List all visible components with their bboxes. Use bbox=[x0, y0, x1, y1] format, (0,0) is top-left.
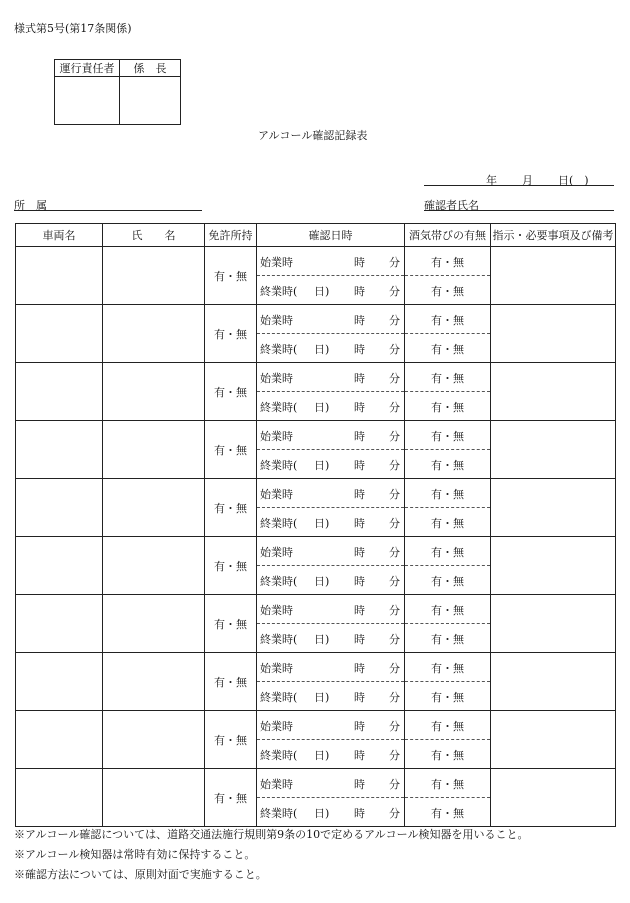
checker-name-field[interactable] bbox=[424, 197, 614, 211]
end-minute-label: 分 bbox=[389, 807, 400, 820]
start-minute-label: 分 bbox=[389, 314, 400, 327]
alcohol-end-cell[interactable] bbox=[405, 508, 491, 537]
date-field[interactable] bbox=[424, 172, 614, 186]
alcohol-start-cell[interactable] bbox=[405, 479, 491, 508]
approval-stamp-box bbox=[54, 59, 181, 125]
alcohol-end-option: 有・無 bbox=[431, 401, 464, 414]
vehicle-cell[interactable] bbox=[16, 247, 103, 305]
start-time-cell[interactable] bbox=[257, 711, 405, 740]
start-minute-label: 分 bbox=[389, 778, 400, 791]
start-label: 始業時 bbox=[260, 720, 293, 733]
start-hour-label: 時 bbox=[354, 778, 365, 791]
end-minute-label: 分 bbox=[389, 575, 400, 588]
vehicle-cell[interactable] bbox=[16, 305, 103, 363]
name-cell[interactable] bbox=[103, 537, 205, 595]
year-label: 年 bbox=[486, 174, 497, 187]
start-hour-label: 時 bbox=[354, 314, 365, 327]
affiliation-field[interactable] bbox=[14, 197, 202, 211]
start-minute-label: 分 bbox=[389, 546, 400, 559]
end-day-label: 日) bbox=[314, 749, 330, 762]
license-option: 有・無 bbox=[214, 675, 247, 689]
name-cell[interactable] bbox=[103, 363, 205, 421]
alcohol-end-cell[interactable] bbox=[405, 798, 491, 827]
start-hour-label: 時 bbox=[354, 662, 365, 675]
alcohol-start-option: 有・無 bbox=[431, 546, 464, 559]
alcohol-start-option: 有・無 bbox=[431, 256, 464, 269]
start-label: 始業時 bbox=[260, 314, 293, 327]
record-row-start bbox=[16, 363, 616, 392]
start-label: 始業時 bbox=[260, 488, 293, 501]
end-day-label: 日) bbox=[314, 517, 330, 530]
alcohol-start-cell[interactable] bbox=[405, 305, 491, 334]
vehicle-cell[interactable] bbox=[16, 479, 103, 537]
end-day-label: 日) bbox=[314, 343, 330, 356]
record-row-start bbox=[16, 537, 616, 566]
start-time-cell[interactable] bbox=[257, 653, 405, 682]
start-minute-label: 分 bbox=[389, 662, 400, 675]
end-time-cell[interactable] bbox=[257, 276, 405, 305]
alcohol-end-cell[interactable] bbox=[405, 276, 491, 305]
remarks-cell[interactable] bbox=[491, 363, 616, 421]
end-time-cell[interactable] bbox=[257, 682, 405, 711]
start-time-cell[interactable] bbox=[257, 247, 405, 276]
alcohol-start-option: 有・無 bbox=[431, 372, 464, 385]
vehicle-cell[interactable] bbox=[16, 537, 103, 595]
end-hour-label: 時 bbox=[354, 807, 365, 820]
start-label: 始業時 bbox=[260, 604, 293, 617]
start-hour-label: 時 bbox=[354, 256, 365, 269]
vehicle-cell[interactable] bbox=[16, 363, 103, 421]
end-time-cell[interactable] bbox=[257, 566, 405, 595]
start-minute-label: 分 bbox=[389, 720, 400, 733]
start-time-cell[interactable] bbox=[257, 479, 405, 508]
start-hour-label: 時 bbox=[354, 604, 365, 617]
alcohol-start-cell[interactable] bbox=[405, 711, 491, 740]
start-minute-label: 分 bbox=[389, 256, 400, 269]
license-cell[interactable] bbox=[205, 769, 257, 827]
end-label: 終業時( bbox=[260, 633, 298, 646]
start-hour-label: 時 bbox=[354, 488, 365, 501]
remarks-cell[interactable] bbox=[491, 653, 616, 711]
record-row-start bbox=[16, 711, 616, 740]
record-row-start bbox=[16, 653, 616, 682]
end-day-label: 日) bbox=[314, 633, 330, 646]
record-row-start bbox=[16, 595, 616, 624]
start-time-cell[interactable] bbox=[257, 595, 405, 624]
end-label: 終業時( bbox=[260, 807, 298, 820]
alcohol-end-cell[interactable] bbox=[405, 682, 491, 711]
alcohol-start-cell[interactable] bbox=[405, 595, 491, 624]
end-label: 終業時( bbox=[260, 459, 298, 472]
end-label: 終業時( bbox=[260, 691, 298, 704]
record-row-start bbox=[16, 247, 616, 276]
table-header-row bbox=[16, 224, 616, 247]
remarks-cell[interactable] bbox=[491, 711, 616, 769]
vehicle-cell[interactable] bbox=[16, 653, 103, 711]
end-time-cell[interactable] bbox=[257, 450, 405, 479]
note-1: ※アルコール確認については、道路交通法施行規則第9条の10で定めるアルコール検知器を用いること。 bbox=[14, 828, 529, 841]
start-label: 始業時 bbox=[260, 372, 293, 385]
header-name: 氏 名 bbox=[103, 224, 205, 247]
end-minute-label: 分 bbox=[389, 691, 400, 704]
name-cell[interactable] bbox=[103, 421, 205, 479]
note-2: ※アルコール検知器は常時有効に保持すること。 bbox=[14, 848, 256, 861]
header-remarks: 指示・必要事項及び備考 bbox=[491, 224, 616, 247]
name-cell[interactable] bbox=[103, 595, 205, 653]
month-label: 月 bbox=[522, 174, 533, 187]
alcohol-end-option: 有・無 bbox=[431, 749, 464, 762]
start-time-cell[interactable] bbox=[257, 421, 405, 450]
alcohol-start-option: 有・無 bbox=[431, 430, 464, 443]
start-minute-label: 分 bbox=[389, 430, 400, 443]
start-minute-label: 分 bbox=[389, 372, 400, 385]
alcohol-start-cell[interactable] bbox=[405, 653, 491, 682]
end-hour-label: 時 bbox=[354, 459, 365, 472]
end-hour-label: 時 bbox=[354, 633, 365, 646]
start-hour-label: 時 bbox=[354, 430, 365, 443]
alcohol-start-cell[interactable] bbox=[405, 247, 491, 276]
end-hour-label: 時 bbox=[354, 285, 365, 298]
alcohol-start-option: 有・無 bbox=[431, 720, 464, 733]
record-row-start bbox=[16, 305, 616, 334]
alcohol-end-cell[interactable] bbox=[405, 624, 491, 653]
end-hour-label: 時 bbox=[354, 575, 365, 588]
end-day-label: 日) bbox=[314, 459, 330, 472]
checker-name-label: 確認者氏名 bbox=[424, 199, 479, 212]
start-label: 始業時 bbox=[260, 662, 293, 675]
start-time-cell[interactable] bbox=[257, 363, 405, 392]
license-cell[interactable] bbox=[205, 305, 257, 363]
license-option: 有・無 bbox=[214, 327, 247, 341]
form-number: 様式第5号(第17条関係) bbox=[14, 22, 132, 35]
license-cell[interactable] bbox=[205, 479, 257, 537]
alcohol-start-option: 有・無 bbox=[431, 488, 464, 501]
license-cell[interactable] bbox=[205, 711, 257, 769]
name-cell[interactable] bbox=[103, 653, 205, 711]
end-label: 終業時( bbox=[260, 401, 298, 414]
end-minute-label: 分 bbox=[389, 401, 400, 414]
remarks-cell[interactable] bbox=[491, 479, 616, 537]
alcohol-end-option: 有・無 bbox=[431, 807, 464, 820]
end-minute-label: 分 bbox=[389, 633, 400, 646]
alcohol-start-cell[interactable] bbox=[405, 363, 491, 392]
record-row-start bbox=[16, 769, 616, 798]
remarks-cell[interactable] bbox=[491, 247, 616, 305]
end-hour-label: 時 bbox=[354, 401, 365, 414]
remarks-cell[interactable] bbox=[491, 769, 616, 827]
alcohol-start-option: 有・無 bbox=[431, 604, 464, 617]
license-option: 有・無 bbox=[214, 791, 247, 805]
alcohol-start-option: 有・無 bbox=[431, 314, 464, 327]
start-time-cell[interactable] bbox=[257, 769, 405, 798]
end-day-label: 日) bbox=[314, 575, 330, 588]
alcohol-start-cell[interactable] bbox=[405, 769, 491, 798]
end-day-label: 日) bbox=[314, 401, 330, 414]
license-option: 有・無 bbox=[214, 385, 247, 399]
alcohol-end-cell[interactable] bbox=[405, 450, 491, 479]
start-hour-label: 時 bbox=[354, 372, 365, 385]
approval-header-manager: 運行責任者 bbox=[55, 60, 120, 77]
vehicle-cell[interactable] bbox=[16, 595, 103, 653]
alcohol-end-option: 有・無 bbox=[431, 285, 464, 298]
day-label: 日( ) bbox=[558, 174, 589, 187]
license-cell[interactable] bbox=[205, 363, 257, 421]
end-minute-label: 分 bbox=[389, 517, 400, 530]
header-license: 免許所持 bbox=[205, 224, 257, 247]
start-hour-label: 時 bbox=[354, 720, 365, 733]
approval-stamp-chief[interactable] bbox=[120, 77, 181, 125]
license-cell[interactable] bbox=[205, 595, 257, 653]
name-cell[interactable] bbox=[103, 247, 205, 305]
document-title: アルコール確認記録表 bbox=[258, 129, 368, 142]
license-option: 有・無 bbox=[214, 269, 247, 283]
alcohol-start-cell[interactable] bbox=[405, 421, 491, 450]
remarks-cell[interactable] bbox=[491, 421, 616, 479]
end-time-cell[interactable] bbox=[257, 508, 405, 537]
license-option: 有・無 bbox=[214, 443, 247, 457]
license-cell[interactable] bbox=[205, 537, 257, 595]
end-time-cell[interactable] bbox=[257, 798, 405, 827]
end-minute-label: 分 bbox=[389, 459, 400, 472]
end-label: 終業時( bbox=[260, 749, 298, 762]
end-hour-label: 時 bbox=[354, 343, 365, 356]
vehicle-cell[interactable] bbox=[16, 421, 103, 479]
license-option: 有・無 bbox=[214, 559, 247, 573]
end-hour-label: 時 bbox=[354, 517, 365, 530]
end-minute-label: 分 bbox=[389, 343, 400, 356]
remarks-cell[interactable] bbox=[491, 595, 616, 653]
note-3: ※確認方法については、原則対面で実施すること。 bbox=[14, 868, 267, 881]
start-minute-label: 分 bbox=[389, 488, 400, 501]
name-cell[interactable] bbox=[103, 711, 205, 769]
start-time-cell[interactable] bbox=[257, 305, 405, 334]
license-option: 有・無 bbox=[214, 617, 247, 631]
alcohol-end-cell[interactable] bbox=[405, 392, 491, 421]
end-label: 終業時( bbox=[260, 575, 298, 588]
alcohol-start-cell[interactable] bbox=[405, 537, 491, 566]
name-cell[interactable] bbox=[103, 305, 205, 363]
alcohol-check-table bbox=[15, 223, 616, 827]
license-option: 有・無 bbox=[214, 501, 247, 515]
start-label: 始業時 bbox=[260, 546, 293, 559]
end-hour-label: 時 bbox=[354, 749, 365, 762]
alcohol-end-option: 有・無 bbox=[431, 459, 464, 472]
start-minute-label: 分 bbox=[389, 604, 400, 617]
end-minute-label: 分 bbox=[389, 749, 400, 762]
start-label: 始業時 bbox=[260, 430, 293, 443]
end-label: 終業時( bbox=[260, 517, 298, 530]
remarks-cell[interactable] bbox=[491, 305, 616, 363]
end-day-label: 日) bbox=[314, 807, 330, 820]
alcohol-start-option: 有・無 bbox=[431, 662, 464, 675]
end-time-cell[interactable] bbox=[257, 624, 405, 653]
alcohol-end-option: 有・無 bbox=[431, 343, 464, 356]
license-option: 有・無 bbox=[214, 733, 247, 747]
name-cell[interactable] bbox=[103, 769, 205, 827]
start-time-cell[interactable] bbox=[257, 537, 405, 566]
start-label: 始業時 bbox=[260, 256, 293, 269]
end-day-label: 日) bbox=[314, 691, 330, 704]
affiliation-label: 所 属 bbox=[14, 199, 47, 212]
alcohol-end-option: 有・無 bbox=[431, 575, 464, 588]
name-cell[interactable] bbox=[103, 479, 205, 537]
header-datetime: 確認日時 bbox=[257, 224, 405, 247]
end-time-cell[interactable] bbox=[257, 740, 405, 769]
license-cell[interactable] bbox=[205, 421, 257, 479]
alcohol-end-cell[interactable] bbox=[405, 566, 491, 595]
record-row-start bbox=[16, 421, 616, 450]
vehicle-cell[interactable] bbox=[16, 711, 103, 769]
approval-stamp-manager[interactable] bbox=[55, 77, 120, 125]
end-day-label: 日) bbox=[314, 285, 330, 298]
end-time-cell[interactable] bbox=[257, 392, 405, 421]
license-cell[interactable] bbox=[205, 247, 257, 305]
header-vehicle: 車両名 bbox=[16, 224, 103, 247]
end-label: 終業時( bbox=[260, 343, 298, 356]
end-label: 終業時( bbox=[260, 285, 298, 298]
vehicle-cell[interactable] bbox=[16, 769, 103, 827]
alcohol-end-cell[interactable] bbox=[405, 740, 491, 769]
approval-header-chief: 係 長 bbox=[120, 60, 181, 77]
end-hour-label: 時 bbox=[354, 691, 365, 704]
alcohol-start-option: 有・無 bbox=[431, 778, 464, 791]
alcohol-end-option: 有・無 bbox=[431, 691, 464, 704]
end-time-cell[interactable] bbox=[257, 334, 405, 363]
remarks-cell[interactable] bbox=[491, 537, 616, 595]
record-row-start bbox=[16, 479, 616, 508]
alcohol-end-option: 有・無 bbox=[431, 517, 464, 530]
start-label: 始業時 bbox=[260, 778, 293, 791]
license-cell[interactable] bbox=[205, 653, 257, 711]
end-minute-label: 分 bbox=[389, 285, 400, 298]
alcohol-end-cell[interactable] bbox=[405, 334, 491, 363]
header-alcohol: 酒気帯びの有無 bbox=[405, 224, 491, 247]
start-hour-label: 時 bbox=[354, 546, 365, 559]
alcohol-end-option: 有・無 bbox=[431, 633, 464, 646]
